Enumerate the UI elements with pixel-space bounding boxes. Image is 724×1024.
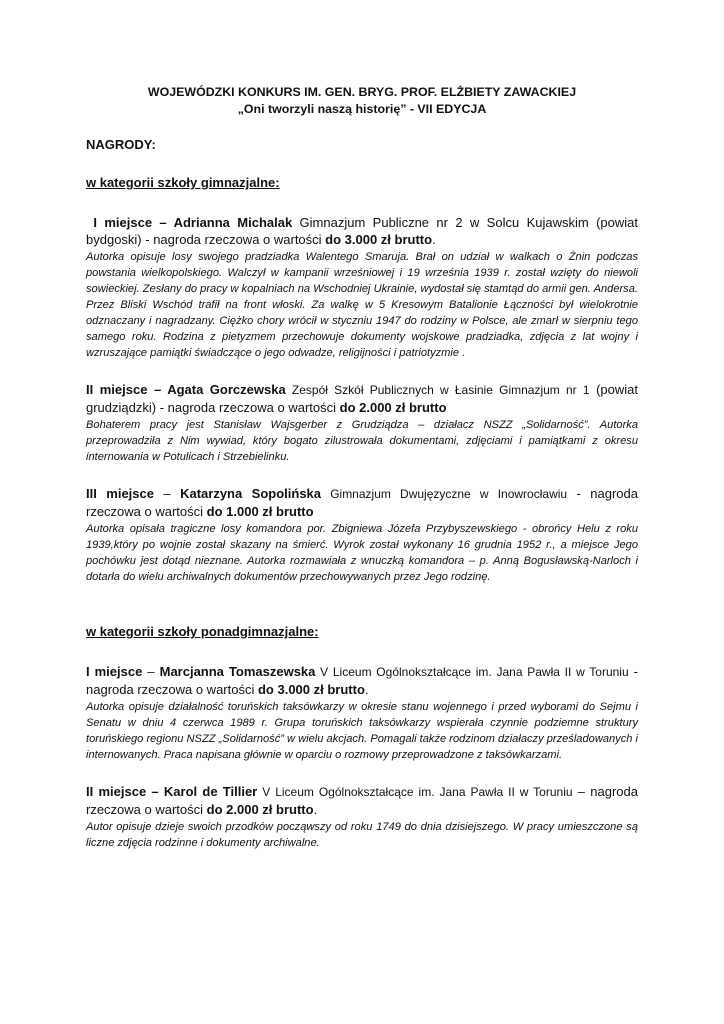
entry-name: Adrianna Michalak [173, 215, 293, 230]
category-heading-gimnazjalne: w kategorii szkoły gimnazjalne: [86, 175, 280, 190]
entry-place: I miejsce [86, 664, 143, 679]
entry-place: II miejsce [86, 784, 147, 799]
entry-description: Bohaterem pracy jest Stanisław Wajsgerber z Grudziądza – działacz NSZZ „Solidarność”. Autorka przeprowadziła z Nim wywiad, który bogato zilustrowała dokumentami, zdjęciami i pamiątkami z okresu internowania w Potulicach i Strzebielinku. [86, 419, 638, 463]
entry-gim-3 [86, 485, 638, 585]
document-title-line2: „Oni tworzyli naszą historię” - VII EDYCJA [237, 102, 487, 116]
prizes-heading: NAGRODY: [86, 137, 156, 152]
entry-description: Autorka opisuje działalność toruńskich taksówkarzy w okresie stanu wojennego i przed wyborami do Sejmu i Senatu w dniu 4 czerwca 1989 r. Grupa toruńskich taksówkarzy wspierała czynnie podziemne struktury toruńskiego regionu NSZZ „Solidarność” w wielu akcjach. Pomagali także rodzinom działaczy prześladowanych i internowanych. Praca napisana głównie w oparciu o rozmowy przeprowadzone z taksówkarzami. [86, 701, 638, 761]
entry-amount: do 3.000 zł brutto [257, 682, 365, 697]
entry-gim-1 [86, 214, 638, 361]
entry-description: Autor opisuje dzieje swoich przodków począwszy od roku 1749 do dnia dzisiejszego. W pracy umieszczone są liczne zdjęcia rodzinne i dokumenty archiwalne. [86, 821, 638, 849]
entry-place: III miejsce [86, 486, 154, 501]
category-heading-ponadgimnazjalne: w kategorii szkoły ponadgimnazjalne: [86, 624, 319, 639]
entry-amount: do 1.000 zł brutto [206, 504, 314, 519]
entry-ponad-2 [86, 783, 638, 851]
entry-place: I miejsce [93, 215, 153, 230]
entry-gim-2 [86, 381, 638, 465]
entry-school: Gimnazjum Publiczne nr 2 w Solcu Kujawskim (powiat bydgoski) [86, 215, 638, 247]
entry-amount: do 2.000 zł brutto [206, 802, 314, 817]
entry-name: Karol de Tillier [163, 784, 258, 799]
entry-school: Zespół Szkół Publicznych w Łasinie Gimnazjum nr 1 [285, 383, 590, 397]
entry-school-district: (powiat grudziądzki) [86, 382, 638, 415]
entry-header: II miejsce – Karol de Tillier V Liceum Ogólnokształcące im. Jana Pawła II w Toruniu – nagroda rzeczowa o wartości do 2.000 zł brutto. [86, 784, 638, 817]
entry-school: V Liceum Ogólnokształcące im. Jana Pawła II w Toruniu [257, 785, 573, 799]
entry-name: Katarzyna Sopolińska [180, 486, 322, 501]
entry-place: II miejsce [86, 382, 148, 397]
entry-school: V Liceum Ogólnokształcące im. Jana Pawła II w Toruniu [315, 665, 629, 679]
entry-description: Autorka opisuje losy swojego pradziadka Walentego Smaruja. Brał on udział w walkach o Żnin podczas powstania wielkopolskiego. Walczył w kampanii wrześniowej i 19 września 1939 r. został wzięty do niewoli sowieckiej. Zesłany do pracy w kopalniach na Wschodniej Ukrainie, wydostał się stamtąd do armii gen. Andersa. Przez Bliski Wschód trafił na front włoski. Za walkę w 5 Kresowym Batalionie Łączności był wielokrotnie odznaczany i nagradzany. Ciężko chory wrócił w styczniu 1947 do rodziny w Polsce, ale zmarł w sierpniu tego samego roku. Rodzina z pietyzmem przechowuje dokumenty wojskowe pradziadka, zdjęcia z lat wojny i wzruszające pamiątki świadczące o jego odwadze, religijności i patriotyzmie . [86, 251, 638, 359]
entry-header: III miejsce – Katarzyna Sopolińska Gimnazjum Dwujęzyczne w Inowrocławiu - nagroda rzeczowa o wartości do 1.000 zł brutto [86, 486, 638, 519]
document-title-line1: WOJEWÓDZKI KONKURS IM. GEN. BRYG. PROF. ELŻBIETY ZAWACKIEJ [147, 85, 577, 99]
entry-header: I miejsce – Marcjanna Tomaszewska V Liceum Ogólnokształcące im. Jana Pawła II w Toruniu - nagroda rzeczowa o wartości do 3.000 zł brutto. [86, 664, 638, 697]
entry-header: I miejsce – Adrianna Michalak Gimnazjum Publiczne nr 2 w Solcu Kujawskim (powiat bydgoski) - nagroda rzeczowa o wartości do 3.000 zł brutto. [86, 215, 638, 247]
entry-amount: do 3.000 zł brutto [325, 232, 433, 247]
entry-ponad-1 [86, 663, 638, 763]
entry-name: Marcjanna Tomaszewska [159, 664, 316, 679]
entry-description: Autorka opisała tragiczne losy komandora por. Zbigniewa Józefa Przybyszewskiego - obrońcy Helu z roku 1939,który po wojnie został skazany na śmierć. Wyrok został wykonany 16 grudnia 1952 r., a miejsce Jego pochówku jest dotąd nieznane. Autorka rozmawiała z wnuczką komandora – p. Anną Bogusławską-Narloch i dotarła do wielu archiwalnych dokumentów przechowywanych przez Jego rodzinę. [86, 523, 638, 583]
entry-school: Gimnazjum Dwujęzyczne w Inowrocławiu [321, 487, 568, 501]
entry-amount: do 2.000 zł brutto [339, 400, 447, 415]
entry-header: II miejsce – Agata Gorczewska Zespół Szkół Publicznych w Łasinie Gimnazjum nr 1 (powiat grudziądzki) - nagroda rzeczowa o wartości do 2.000 zł brutto [86, 382, 638, 415]
entry-name: Agata Gorczewska [167, 382, 286, 397]
